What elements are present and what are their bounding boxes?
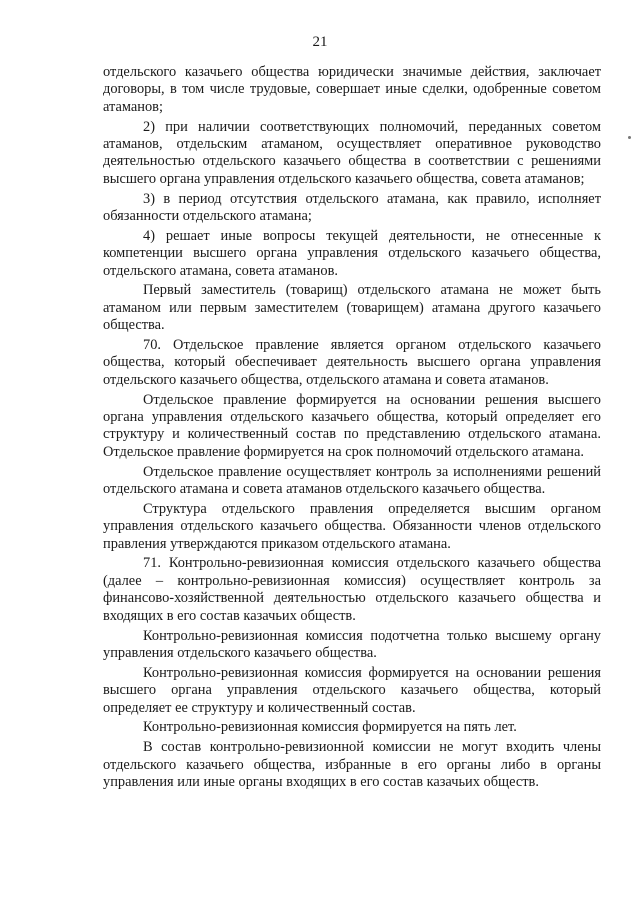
paragraph-section-71: 71. Контрольно-ревизионная комиссия отдельского казачьего общества (далее – контрольно-ревизионная комиссия) осуществляет контроль за финансово-хозяйственной деятельностью отдельского казачьего общества и входящих в его состав казачьих обществ. xyxy=(103,555,601,624)
paragraph-board-control: Отдельское правление осуществляет контроль за исполнениями решений отдельского атамана и совета атаманов отдельского казачьего общества. xyxy=(103,463,601,498)
paragraph-commission-accountable: Контрольно-ревизионная комиссия подотчетна только высшему органу управления отдельского казачьего общества. xyxy=(103,627,601,661)
paragraph-board-structure: Структура отдельского правления определяется высшим органом управления отдельского казачьего общества. Обязанности членов отдельского правления утверждаются приказом отдельского атамана. xyxy=(103,500,601,552)
page-number: 21 xyxy=(312,34,328,50)
paragraph-section-70: 70. Отдельское правление является органом отдельского казачьего общества, который обеспечивает деятельность высшего органа управления отдельского казачьего общества, отдельского атамана и совета атаманов. xyxy=(103,337,601,388)
paragraph-item-3: 3) в период отсутствия отдельского атамана, как правило, исполняет обязанности отдельского атамана; xyxy=(103,190,601,225)
paragraph-board-formation: Отдельское правление формируется на основании решения высшего органа управления отдельского казачьего общества, который определяет его структуру и количественный состав по представлению отдельского атамана. Отдельское правление формируется на срок полномочий отдельского атамана. xyxy=(103,391,601,460)
paragraph-commission-term: Контрольно-ревизионная комиссия формируется на пять лет. xyxy=(143,719,517,736)
paragraph-item-4: 4) решает иные вопросы текущей деятельности, не отнесенные к компетенции высшего органа управления отдельского казачьего общества, отдельского атамана, совета атаманов. xyxy=(103,227,601,279)
paragraph-first-deputy: Первый заместитель (товарищ) отдельского атамана не может быть атаманом или первым заместителем (товарищем) атамана другого казачьего общества. xyxy=(103,282,601,334)
document-body xyxy=(103,64,601,794)
scan-dot xyxy=(628,136,631,139)
paragraph-commission-membership: В состав контрольно-ревизионной комиссии не могут входить члены отдельского казачьего общества, избранные в его органы либо в органы управления или иные органы входящих в его состав казачьих обществ. xyxy=(103,739,601,790)
paragraph-continuation: отдельского казачьего общества юридически значимые действия, заключает договоры, в том числе трудовые, совершает иные сделки, одобренные советом атаманов; xyxy=(103,64,601,115)
paragraph-item-2: 2) при наличии соответствующих полномочий, переданных советом атаманов, отдельским атаманом, осуществляет оперативное руководство деятельностью отдельского казачьего общества в соответствии с решениями высшего органа управления отдельского казачьего общества, совета атаманов; xyxy=(103,118,601,187)
paragraph-commission-formation: Контрольно-ревизионная комиссия формируется на основании решения высшего органа управления отдельского казачьего общества, который определяет ее структуру и количественный состав. xyxy=(103,664,601,716)
